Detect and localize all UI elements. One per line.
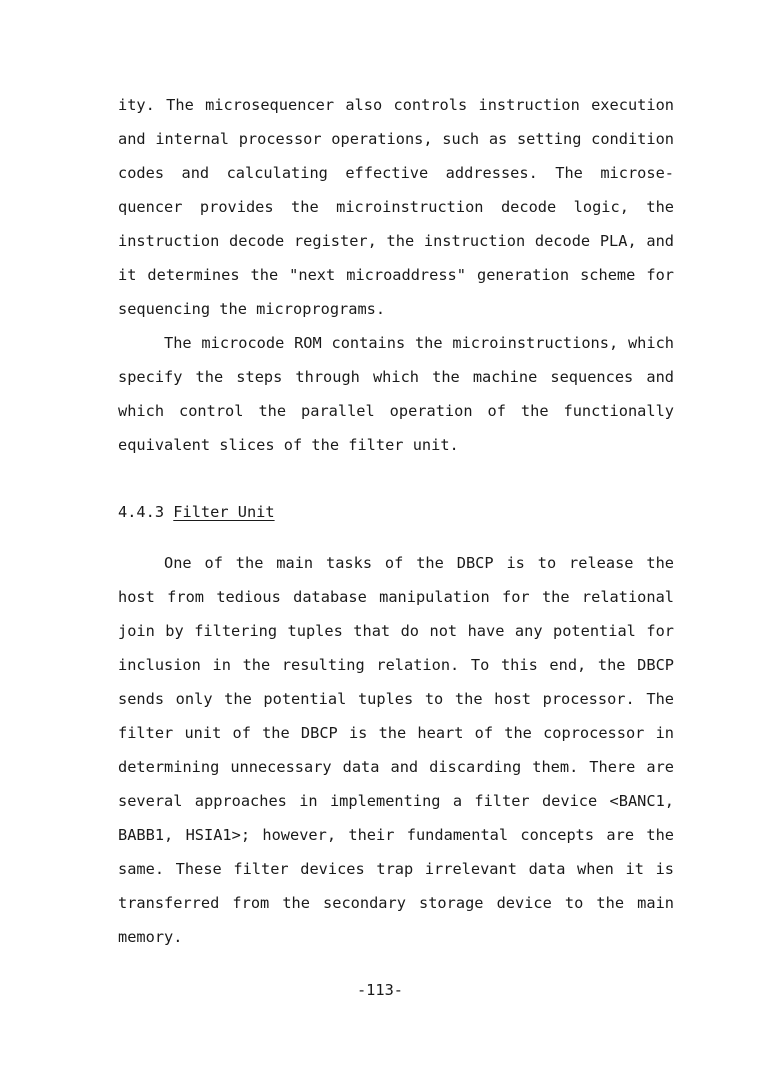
text-line: determining unnecessary data and discarding them. There are <box>118 758 674 776</box>
text-line: inclusion in the resulting relation. To this end, the DBCP <box>118 656 674 674</box>
text-line: which control the parallel operation of the functionally <box>118 402 674 420</box>
text-line: ity. The microsequencer also controls instruction execution <box>118 96 674 114</box>
text-line: it determines the "next microaddress" generation scheme for <box>118 266 674 284</box>
text-line: specify the steps through which the machine sequences and <box>118 368 674 386</box>
text-line: filter unit of the DBCP is the heart of the coprocessor in <box>118 724 674 742</box>
page-number: -113- <box>356 981 404 999</box>
text-line: and internal processor operations, such as setting condition <box>118 130 674 148</box>
text-line: sends only the potential tuples to the host processor. The <box>118 690 674 708</box>
text-line: The microcode ROM contains the microinstructions, which <box>164 334 674 352</box>
text-line: same. These filter devices trap irrelevant data when it is <box>118 860 674 878</box>
text-line: codes and calculating effective addresses. The microse- <box>118 164 674 182</box>
text-line: sequencing the microprograms. <box>118 300 386 318</box>
text-line: host from tedious database manipulation for the relational <box>118 588 674 606</box>
text-line: transferred from the secondary storage device to the main <box>118 894 674 912</box>
section-title: Filter Unit <box>173 503 275 521</box>
section-number: 4.4.3 <box>118 503 165 521</box>
section-heading <box>118 500 275 524</box>
text-line: BABB1, HSIA1>; however, their fundamental concepts are the <box>118 826 674 844</box>
text-line: memory. <box>118 928 183 946</box>
text-line: equivalent slices of the filter unit. <box>118 436 459 454</box>
text-line: several approaches in implementing a filter device <BANC1, <box>118 792 674 810</box>
text-line: One of the main tasks of the DBCP is to release the <box>164 554 674 572</box>
text-line: join by filtering tuples that do not have any potential for <box>118 622 674 640</box>
text-line: quencer provides the microinstruction decode logic, the <box>118 198 674 216</box>
text-line: instruction decode register, the instruction decode PLA, and <box>118 232 674 250</box>
